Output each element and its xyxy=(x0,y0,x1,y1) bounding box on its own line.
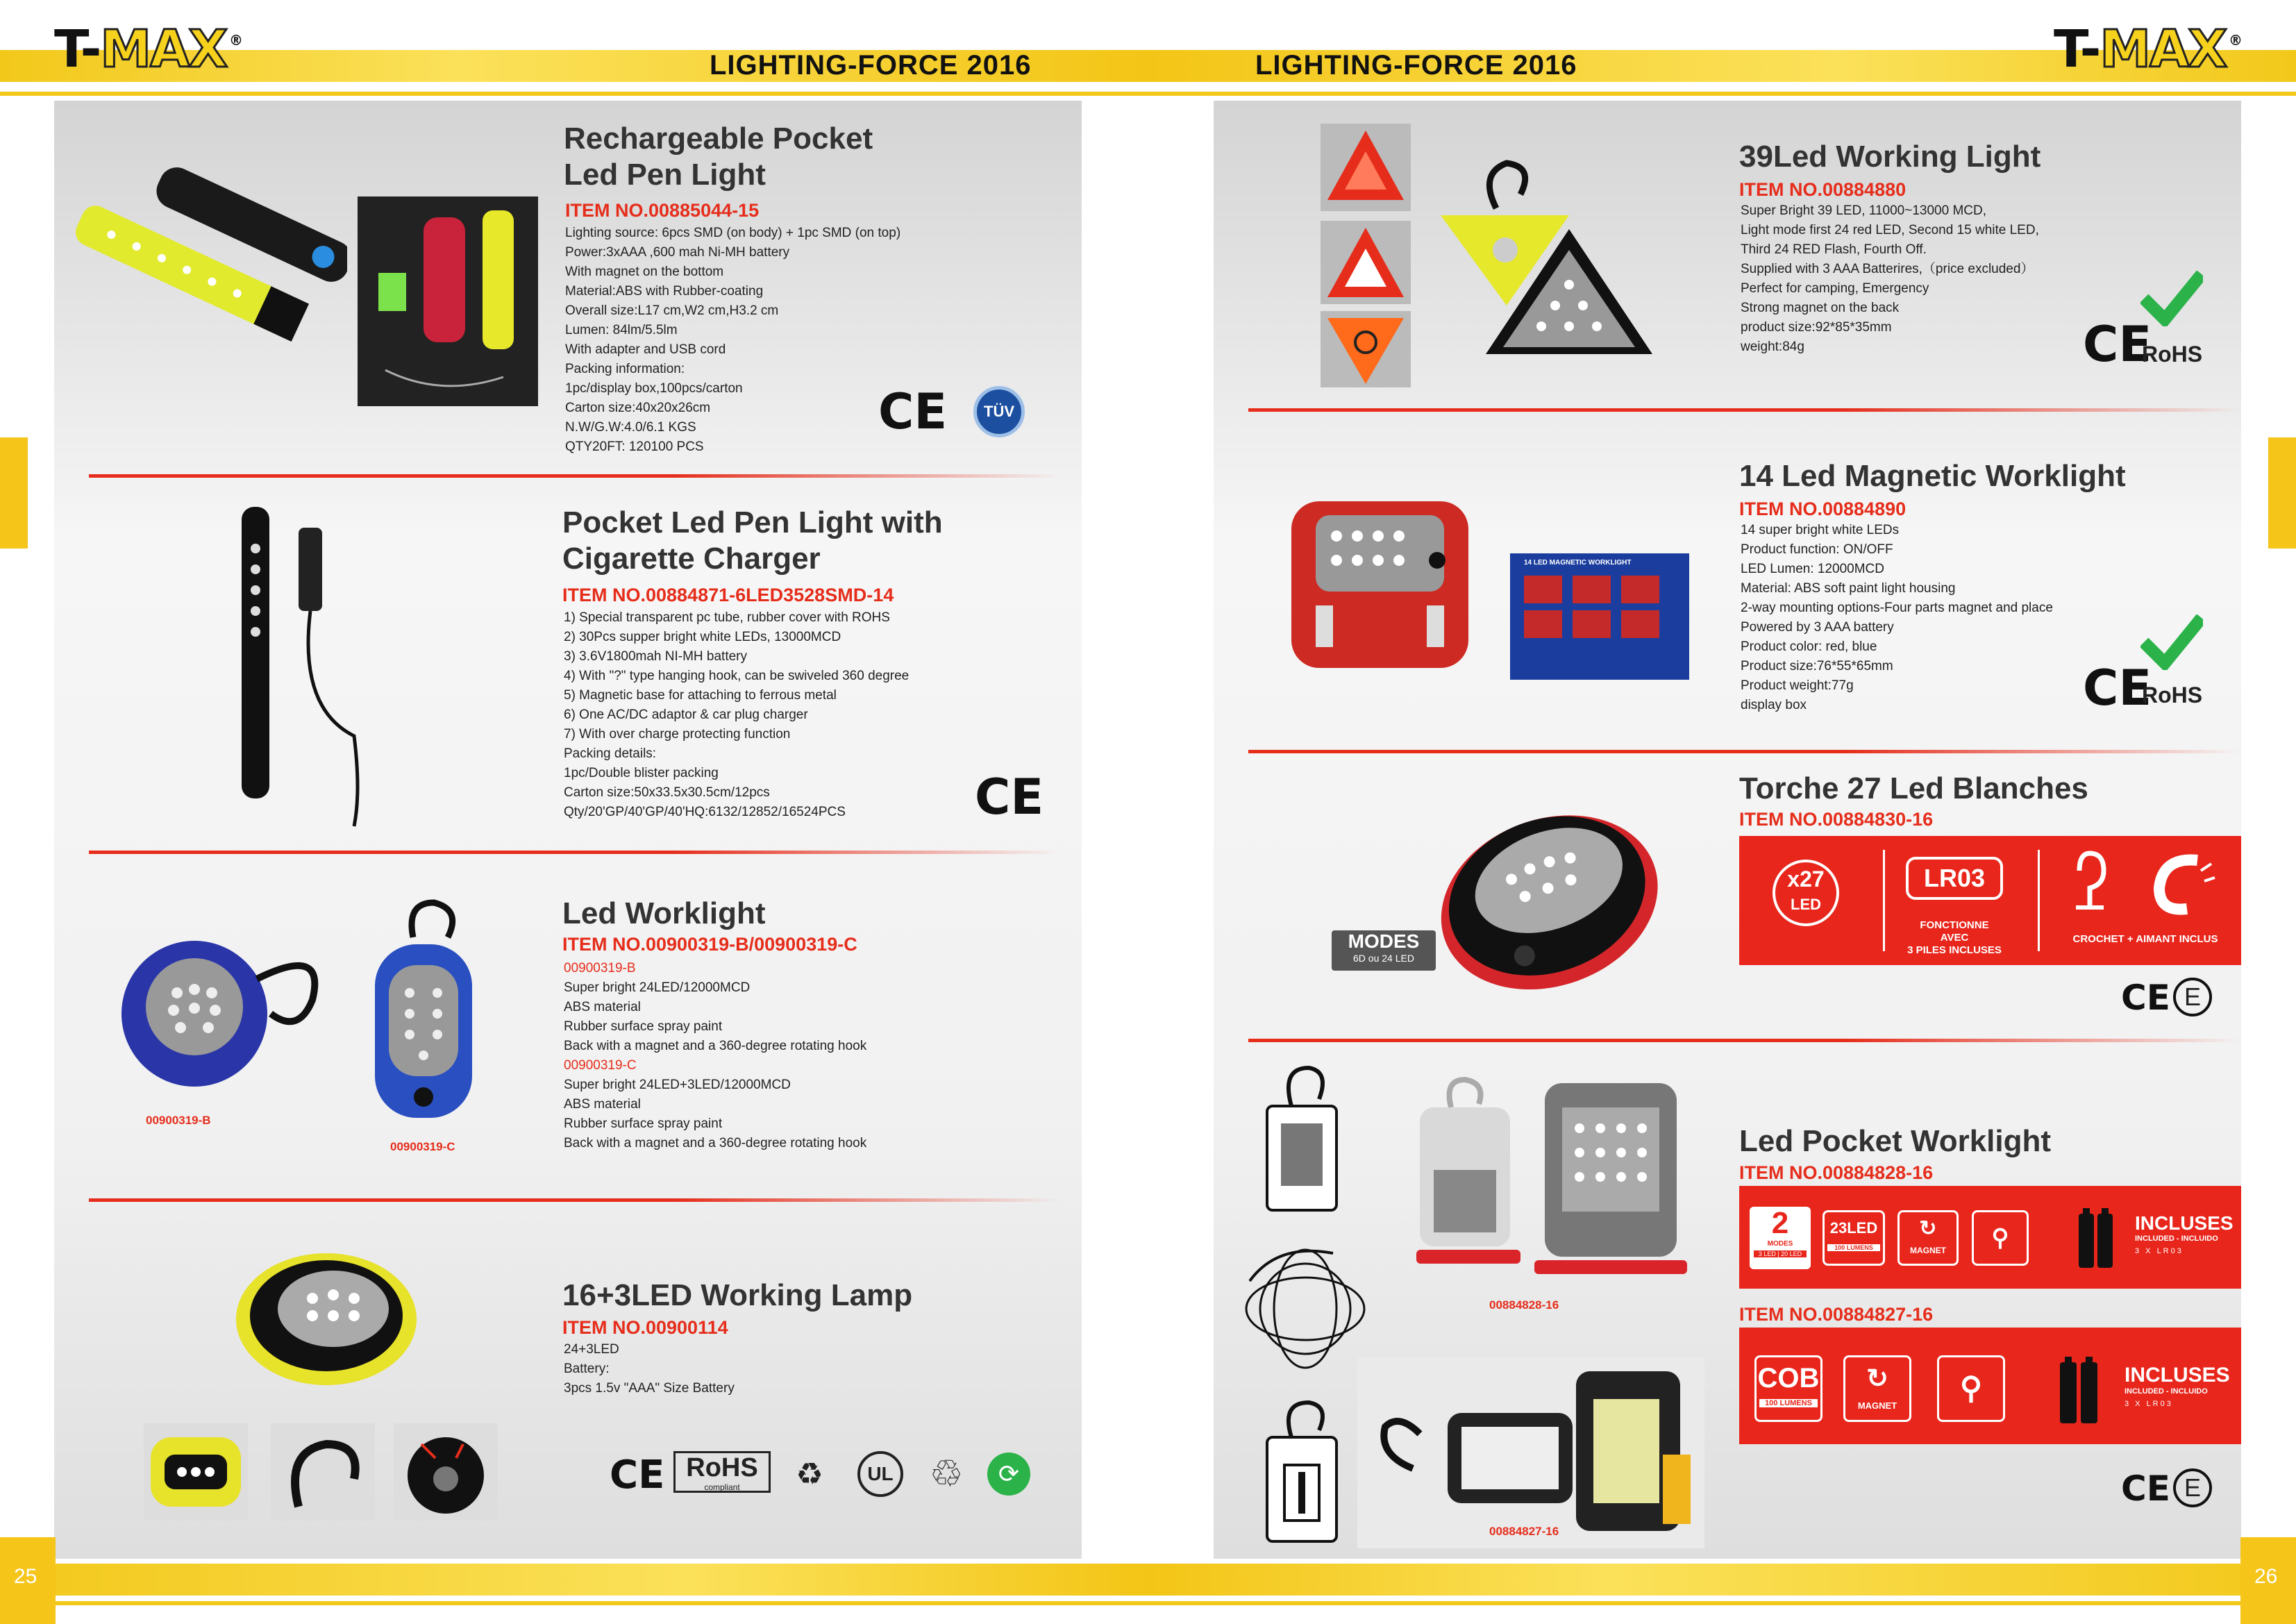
spec-line: 7) With over charge protecting function xyxy=(564,727,791,742)
spec-line: Battery: xyxy=(564,1362,610,1376)
header-rule xyxy=(0,92,2296,96)
battery-icon xyxy=(2077,1207,2115,1269)
spec-line: Supplied with 3 AAA Batterires,（price excluded） xyxy=(1741,262,2034,276)
triangle-light-red-photo xyxy=(1321,124,1411,211)
item-number: ITEM NO.00900319-B/00900319-C xyxy=(562,934,857,955)
spec-line: Strong magnet on the back xyxy=(1741,301,1900,315)
caption-00884827: 00884827-16 xyxy=(1489,1525,1559,1538)
spec-line: Qty/20'GP/40'GP/40'HQ:6132/12852/16524PCS xyxy=(564,805,846,819)
product-title-pen-charger: Pocket Led Pen Light with Cigarette Charger xyxy=(562,505,943,576)
hook-icon xyxy=(2069,850,2111,912)
spec-line: Product function: ON/OFF xyxy=(1741,542,1893,557)
green-check-icon xyxy=(2140,271,2203,326)
torche-feature-banner xyxy=(1739,836,2241,965)
modes-badge: MODES 6D ou 24 LED xyxy=(1332,930,1436,971)
triangle-light-photo xyxy=(1430,146,1659,368)
spec-line: Perfect for camping, Emergency xyxy=(1741,281,1929,296)
magnet-icon: ↻ MAGNET xyxy=(1843,1355,1911,1422)
item-number: ITEM NO.00884871-6LED3528SMD-14 xyxy=(562,585,894,605)
spec-line: Material: ABS soft paint light housing xyxy=(1741,581,1956,596)
footer-rule xyxy=(0,1601,2296,1605)
e-mark-icon: E xyxy=(2173,1468,2212,1507)
side-tab-right xyxy=(2268,437,2296,549)
working-lamp-photo xyxy=(229,1239,417,1392)
item-number: ITEM NO.00884880 xyxy=(1739,179,1907,200)
product-title-working-lamp: 16+3LED Working Lamp xyxy=(562,1278,913,1312)
spec-line: 3pcs 1.5v "AAA" Size Battery xyxy=(564,1381,735,1396)
spec-line: weight:84g xyxy=(1741,340,1804,354)
header-title-right: LIGHTING-FORCE 2016 xyxy=(1255,50,1577,81)
triangle-light-back-photo xyxy=(1321,311,1411,387)
product-title-worklight: Led Worklight xyxy=(562,896,766,930)
spec-line: LED Lumen: 12000MCD xyxy=(1741,562,1884,576)
pocket-worklight-23led-photo xyxy=(1396,1073,1687,1295)
included-sub-text: INCLUDED - INCLUIDO xyxy=(2135,1234,2218,1243)
spec-line: Rubber surface spray paint xyxy=(564,1116,723,1131)
page-number-left: 25 xyxy=(0,1537,56,1624)
modes-icon: 2 MODES 3 LED | 20 LED xyxy=(1750,1207,1811,1269)
ce-mark-icon: CE xyxy=(878,383,948,440)
product-title-pocket-worklight: Led Pocket Worklight xyxy=(1739,1124,2052,1158)
lamp-detail-photo-1 xyxy=(144,1423,248,1521)
brand-logo-left: T-MAX ® xyxy=(54,19,242,79)
e-mark-icon: E xyxy=(2173,978,2212,1016)
item-number: ITEM NO.00885044-15 xyxy=(565,200,760,221)
lamp-detail-photo-3 xyxy=(394,1423,498,1521)
spec-line: Overall size:L17 cm,W2 cm,H3.2 cm xyxy=(565,303,779,318)
spec-line: Product weight:77g xyxy=(1741,678,1854,693)
cob-icon: COB 100 LUMENS xyxy=(1754,1355,1822,1422)
ce-mark-icon: CE xyxy=(975,769,1044,826)
spec-line: 14 super bright white LEDs xyxy=(1741,523,1900,537)
battery-count-text: 3 X LR03 xyxy=(2135,1247,2184,1255)
spec-line: 2) 30Pcs supper bright white LEDs, 13000MCD xyxy=(564,630,841,644)
spec-line: product size:92*85*35mm xyxy=(1741,320,1892,335)
magnet-icon: ↻ MAGNET xyxy=(1897,1210,1959,1266)
spec-line: Third 24 RED Flash, Fourth Off. xyxy=(1741,242,1927,257)
ul-mark-icon: UL xyxy=(857,1451,903,1497)
rohs-label: RoHS xyxy=(2142,342,2203,367)
spec-line: 5) Magnetic base for attaching to ferrous metal xyxy=(564,688,837,703)
spec-line: Carton size:40x20x26cm xyxy=(565,401,711,415)
recycle-battery-icon: ♻ xyxy=(796,1457,823,1491)
spec-list xyxy=(565,224,900,457)
spec-line: Rubber surface spray paint xyxy=(564,1019,723,1034)
caption-c: 00900319-C xyxy=(390,1140,455,1153)
footer-bar xyxy=(0,1564,2296,1596)
rohs-label: RoHS xyxy=(2142,683,2203,708)
spec-line: display box xyxy=(1741,698,1807,712)
spec-list xyxy=(1741,201,2039,357)
green-check-icon xyxy=(2140,614,2203,670)
spec-line: 2-way mounting options-Four parts magnet and place xyxy=(1741,601,2053,615)
spec-line: Super bright 24LED+3LED/12000MCD xyxy=(564,1078,791,1092)
spec-line: 24+3LED xyxy=(564,1342,619,1357)
spec-line: Super Bright 39 LED, 11000~13000 MCD, xyxy=(1741,203,1987,218)
spec-line: Carton size:50x33.5x30.5cm/12pcs xyxy=(564,785,770,800)
cigarette-charger-pen-photo xyxy=(222,500,375,833)
header-title-left: LIGHTING-FORCE 2016 xyxy=(710,50,1032,81)
spec-line: 1pc/display box,100pcs/carton xyxy=(565,381,743,396)
spec-line: Lighting source: 6pcs SMD (on body) + 1pc SMD (on top) xyxy=(565,226,901,240)
rohs-compliant-icon: RoHS compliant xyxy=(673,1451,771,1493)
spec-list: 00900319-B Super bright 24LED/12000MCD ABS material Rubber surface spray paint Back with a magnet and a 360-degree rotating hook 00900319-C Super bright 24LED+3LED/12000MCD ABS material Rubber surface spray paint Back with a magnet and a 360-degree rotating hook xyxy=(564,959,866,1153)
item-number: ITEM NO.00884828-16 xyxy=(1739,1162,1934,1183)
item-number: ITEM NO.00884830-16 xyxy=(1739,809,1934,830)
item-number: ITEM NO.00884890 xyxy=(1739,499,1907,519)
spec-line: Power:3xAAA ,600 mah Ni-MH battery xyxy=(565,245,790,260)
spec-line: With magnet on the bottom xyxy=(565,265,724,279)
spec-line: Lumen: 84lm/5.5lm xyxy=(565,323,678,337)
spec-list xyxy=(564,1340,735,1398)
battery-included-text: FONCTIONNE AVEC 3 PILES INCLUSES xyxy=(1907,919,2002,956)
torche-27-led-photo xyxy=(1430,792,1666,1007)
spec-line: Super bright 24LED/12000MCD xyxy=(564,980,751,995)
spec-line: ABS material xyxy=(564,1097,641,1112)
spec-line: 4) With "?" type hanging hook, can be swiveled 360 degree xyxy=(564,669,910,683)
spec-line: With adapter and USB cord xyxy=(565,342,726,357)
spec-line: 1) Special transparent pc tube, rubber cover with ROHS xyxy=(564,610,890,625)
tuv-mark-icon: TÜV xyxy=(973,386,1025,437)
product-title-14led: 14 Led Magnetic Worklight xyxy=(1739,459,2126,493)
spec-line: 1pc/Double blister packing xyxy=(564,766,719,780)
pen-light-package-photo xyxy=(358,196,538,406)
hook-magnet-text: CROCHET + AIMANT INCLUS xyxy=(2072,933,2218,945)
spec-line: Back with a magnet and a 360-degree rotating hook xyxy=(564,1039,867,1053)
caption-b: 00900319-B xyxy=(146,1114,211,1127)
batteries-included-text: INCLUSES xyxy=(2125,1364,2230,1387)
battery-icon xyxy=(2059,1355,2100,1425)
spec-list xyxy=(1741,521,2053,715)
triangle-light-white-photo xyxy=(1321,221,1411,304)
spec-line: Product size:76*55*65mm xyxy=(1741,659,1893,673)
lumens-icon: 23LED 100 LUMENS xyxy=(1822,1210,1885,1266)
side-tab-left xyxy=(0,437,28,549)
ce-mark-icon: CE xyxy=(2083,316,2152,373)
batteries-included-text: INCLUSES xyxy=(2135,1212,2234,1234)
round-worklight-photo xyxy=(104,889,333,1118)
rotating-stand-diagram xyxy=(1236,1239,1375,1378)
item-number: ITEM NO.00900114 xyxy=(562,1317,728,1338)
led-count-icon: x27 LED xyxy=(1773,860,1839,926)
separator-line xyxy=(89,474,1061,478)
separator-line xyxy=(1248,1039,2241,1042)
separator-line xyxy=(89,851,1061,854)
ce-mark-icon: CE xyxy=(2121,1468,2170,1509)
separator-line xyxy=(1248,408,2241,412)
spec-line: QTY20FT: 120100 PCS xyxy=(565,440,704,454)
spec-line: Product color: red, blue xyxy=(1741,639,1877,654)
product-title-torche: Torche 27 Led Blanches xyxy=(1739,771,2088,805)
display-box-photo: 14 LED MAGNETIC WORKLIGHT xyxy=(1510,553,1689,680)
recycle-icon: ♲ xyxy=(929,1453,964,1495)
spec-line: N.W/G.W:4.0/6.1 KGS xyxy=(565,420,696,435)
included-sub-text: INCLUDED - INCLUIDO xyxy=(2125,1387,2208,1396)
ce-mark-icon: CE xyxy=(610,1453,665,1498)
pocket-feature-banner-1 xyxy=(1739,1186,2241,1289)
pocket-worklight-cob-photo xyxy=(1357,1357,1704,1548)
spec-line: ABS material xyxy=(564,1000,641,1014)
battery-type-icon: LR03 xyxy=(1906,857,2003,900)
pocket-worklight-hanging-diagram xyxy=(1260,1061,1343,1221)
spec-line: Back with a magnet and a 360-degree rotating hook xyxy=(564,1136,867,1150)
magnet-icon xyxy=(2149,850,2218,919)
ce-mark-icon: CE xyxy=(2121,978,2170,1018)
spec-line: 3) 3.6V1800mah NI-MH battery xyxy=(564,649,748,664)
spec-line: Material:ABS with Rubber-coating xyxy=(565,284,764,299)
green-dot-icon: ⟳ xyxy=(987,1453,1030,1496)
page-number-right: 26 xyxy=(2240,1537,2296,1624)
caption-00884828: 00884828-16 xyxy=(1489,1298,1559,1312)
lamp-detail-photo-2 xyxy=(271,1423,375,1521)
pocket-worklight-cob-diagram xyxy=(1260,1396,1343,1547)
spec-line: 6) One AC/DC adaptor & car plug charger xyxy=(564,708,808,722)
magnetic-worklight-photo xyxy=(1288,494,1475,675)
separator-line xyxy=(89,1198,1061,1202)
product-title-pen-light: Rechargeable Pocket Led Pen Light xyxy=(564,122,873,192)
brand-logo-right: T-MAX ® xyxy=(2054,19,2241,79)
ce-mark-icon: CE xyxy=(2083,660,2152,717)
pocket-feature-banner-2 xyxy=(1739,1328,2241,1444)
item-number: ITEM NO.00884827-16 xyxy=(1739,1304,1934,1325)
pen-light-photo xyxy=(69,146,347,368)
battery-count-text: 3 X LR03 xyxy=(2125,1400,2173,1408)
product-title-39led: 39Led Working Light xyxy=(1739,140,2041,174)
spec-line: Light mode first 24 red LED, Second 15 white LED, xyxy=(1741,223,2039,237)
spec-line: Packing information: xyxy=(565,362,685,376)
separator-line xyxy=(1248,750,2241,753)
spec-line: Powered by 3 AAA battery xyxy=(1741,620,1894,635)
hook-icon: ⚲ xyxy=(1937,1355,2005,1422)
spec-line: Packing details: xyxy=(564,746,657,761)
header-bar xyxy=(0,50,2296,82)
spec-list xyxy=(564,608,909,822)
oval-worklight-photo xyxy=(364,896,489,1132)
hook-icon: ⚲ xyxy=(1972,1210,2029,1266)
